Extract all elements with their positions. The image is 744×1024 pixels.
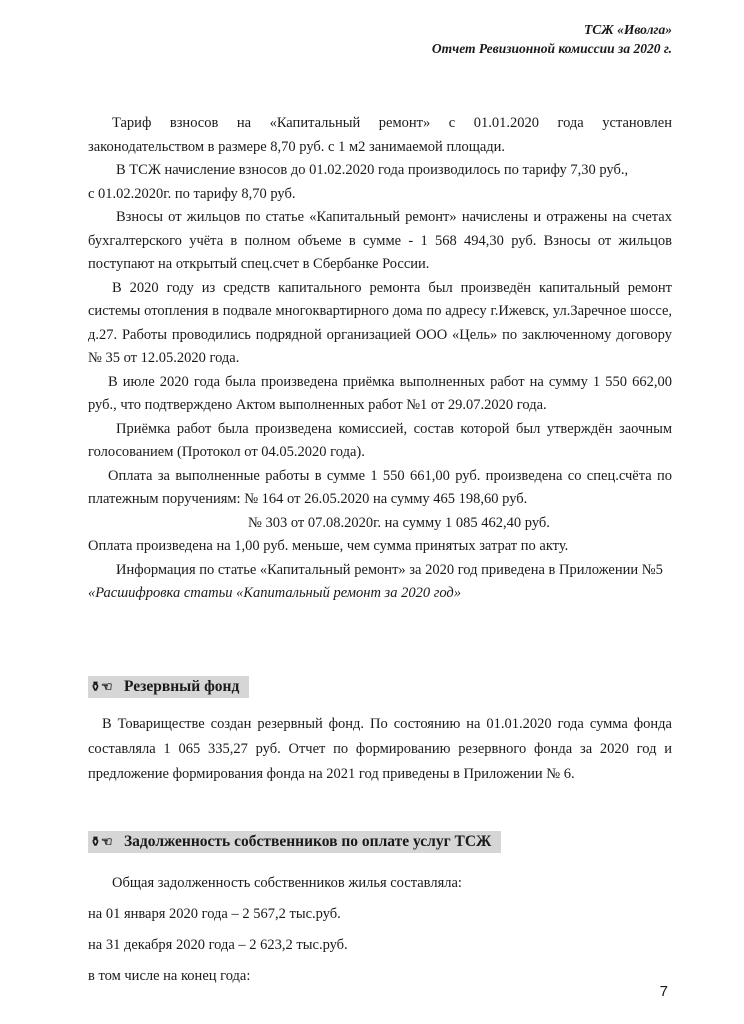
list-item: на 01 января 2020 года – 2 567,2 тыс.руб. — [88, 906, 341, 922]
paragraph: В ТСЖ начисление взносов до 01.02.2020 года производилось по тарифу 7,30 руб., — [116, 162, 629, 178]
paragraph: Оплата произведена на 1,00 руб. меньше, чем сумма принятых затрат по акту. — [88, 538, 569, 554]
hand-pointing-icon: ⚱☜ — [90, 679, 113, 694]
reserve-section — [88, 712, 672, 787]
paragraph: Взносы от жильцов по статье «Капитальный ремонт» начислены и отражены на счетах бухгалтерского учёта в полном объеме в сумме - 1 568 494,30 руб. Взносы от жильцов поступают на открытый спец.счет в Сбербанке России. — [88, 209, 672, 272]
section-heading-reserve — [88, 676, 249, 698]
debt-section — [88, 868, 672, 992]
header-report-title: Отчет Ревизионной комиссии за 2020 г. — [431, 41, 672, 56]
list-item: на 31 декабря 2020 года – 2 623,2 тыс.руб. — [88, 937, 348, 953]
header-org: ТСЖ «Иволга» — [584, 22, 672, 37]
paragraph: Приёмка работ была произведена комиссией, состав которой был утверждён заочным голосованием (Протокол от 04.05.2020 года). — [88, 420, 672, 460]
paragraph: Информация по статье «Капитальный ремонт» за 2020 год приведена в Приложении №5 — [116, 561, 663, 578]
paragraph: Тариф взносов на «Капитальный ремонт» с 01.01.2020 года установлен законодательством в размере 8,70 руб. с 1 м2 занимаемой площади. — [88, 115, 672, 155]
paragraph: с 01.02.2020г. по тарифу 8,70 руб. — [88, 185, 296, 202]
paragraph: В Товариществе создан резервный фонд. По состоянию на 01.01.2020 года сумма фонда составляла 1 065 335,27 руб. Отчет по формированию резервного фонда за 2020 год и предложение формирования фонда на 2021 год приведены в Приложении № 6. — [88, 716, 672, 782]
paragraph: В 2020 году из средств капитального ремонта был произведён капитальный ремонт системы отопления в подвале многоквартирного дома по адресу г.Ижевск, ул.Заречное шоссе, д.27. Работы проводились подрядной организацией ООО «Цель» по заключенному договору № 35 от 12.05.2020 года. — [88, 279, 672, 366]
paragraph: Оплата за выполненные работы в сумме 1 550 661,00 руб. произведена со спец.счёта по платежным поручениям: № 164 от 26.05.2020 на сумму 465 198,60 руб. — [88, 467, 672, 507]
hand-pointing-icon: ⚱☜ — [90, 834, 113, 849]
section-title: Задолженность собственников по оплате услуг ТСЖ — [124, 833, 492, 850]
paragraph: Общая задолженность собственников жилья составляла: — [112, 875, 462, 891]
list-item: в том числе на конец года: — [88, 968, 251, 984]
paragraph: «Расшифровка статьи «Капитальный ремонт за 2020 год» — [88, 585, 462, 601]
page-number: 7 — [659, 983, 668, 1000]
section-heading-debt — [88, 831, 501, 853]
paragraph: № 303 от 07.08.2020г. на сумму 1 085 462,40 руб. — [248, 514, 550, 531]
page-header — [432, 20, 672, 58]
section-title: Резервный фонд — [124, 678, 240, 695]
paragraph: В июле 2020 года была произведена приёмка выполненных работ на сумму 1 550 662,00 руб., что подтверждено Актом выполненных работ №1 от 29.07.2020 года. — [88, 373, 672, 413]
capital-repair-section — [88, 112, 672, 606]
